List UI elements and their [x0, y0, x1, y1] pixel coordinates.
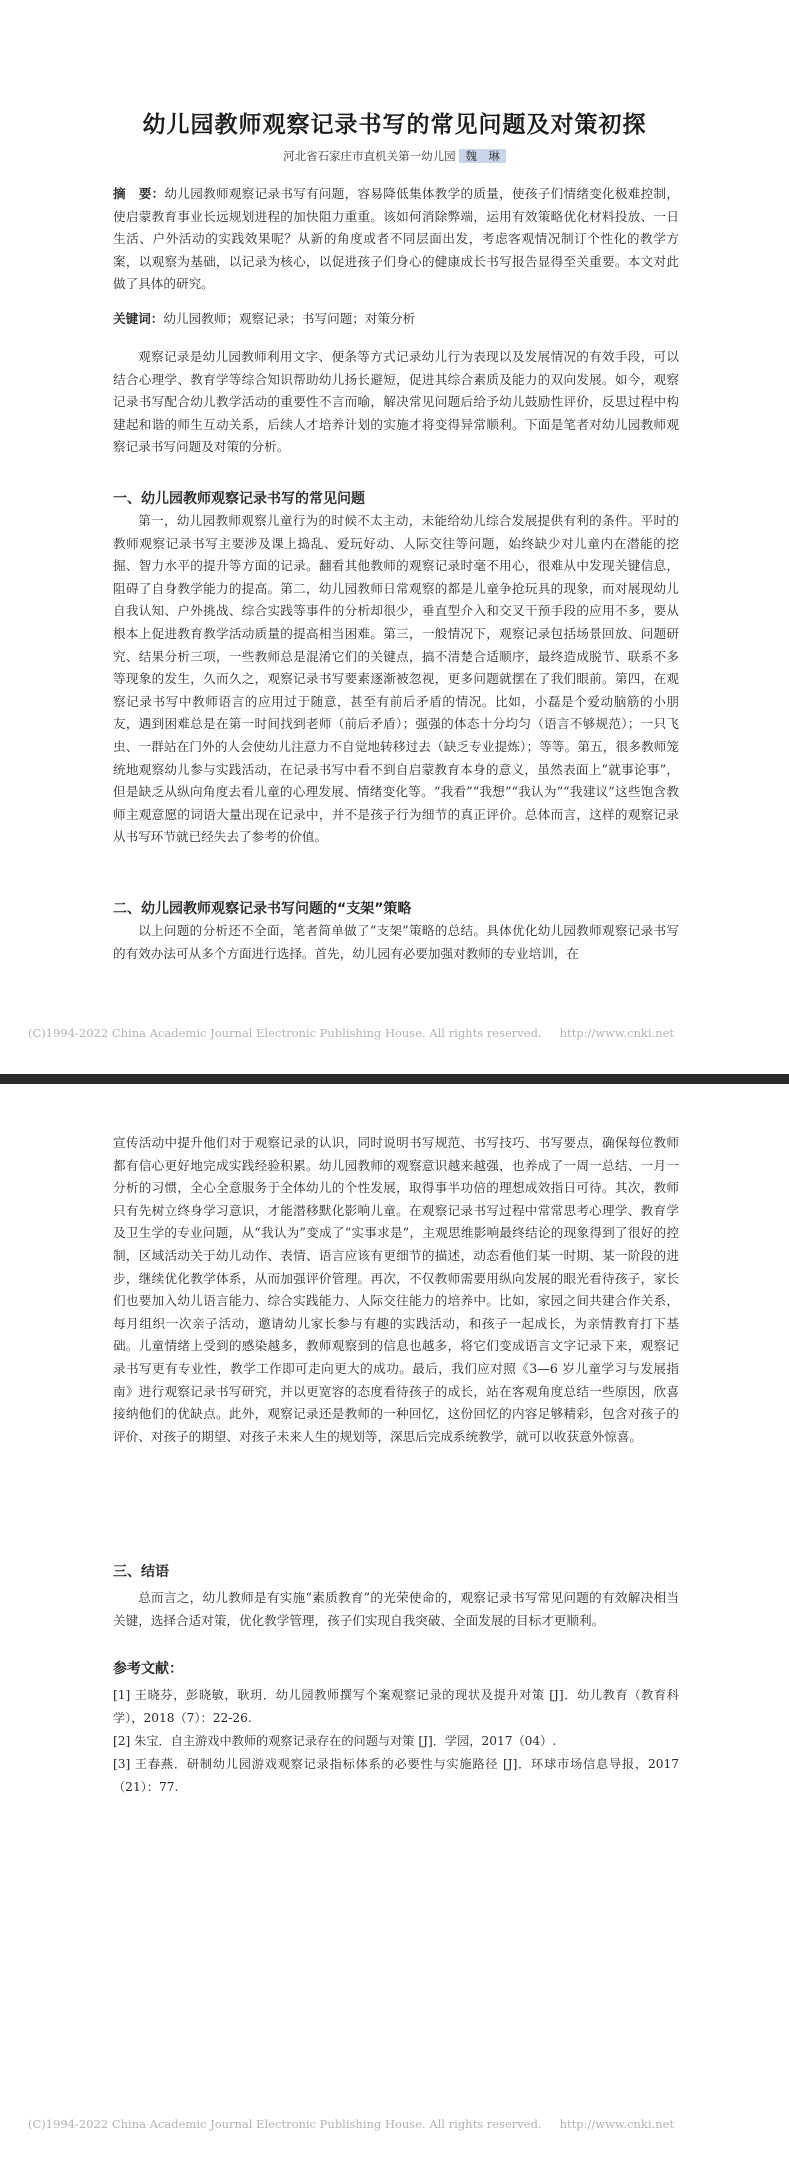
section-3-paragraph: 总而言之，幼儿教师是有实施“素质教育”的光荣使命的，观察记录书写常见问题的有效解决相当关键，选择合适对策，优化教学管理，孩子们实现自我突破、全面发展的目标才更顺利。 — [113, 1590, 679, 1628]
page-1 — [0, 0, 789, 1074]
intro-block — [113, 346, 679, 459]
section-1 — [113, 488, 679, 849]
keywords-label: 关键词： — [113, 311, 164, 326]
footer-url: http://www.cnki.net — [559, 2117, 675, 2131]
section-3 — [113, 1561, 679, 1632]
abstract — [113, 183, 679, 296]
references-block — [113, 1658, 679, 1799]
continuation-block — [113, 1132, 679, 1448]
abstract-label: 摘 要： — [113, 186, 165, 201]
author-name: 魏 琳 — [459, 149, 506, 163]
intro-paragraph: 观察记录是幼儿园教师利用文字、便条等方式记录幼儿行为表现以及发展情况的有效手段，可以结合心理学、教育学等综合知识帮助幼儿扬长避短，促进其综合素质及能力的双向发展。如今，观察记录书写配合幼儿教学活动的重要性不言而喻，解决常见问题后给予幼儿鼓励性评价，反思过程中构建起和谐的师生互动关系，后续人才培养计划的实施才将变得异常顺利。下面是笔者对幼儿园教师观察记录书写问题及对策的分析。 — [113, 349, 679, 455]
section-3-heading: 三、结语 — [113, 1564, 169, 1580]
keywords-text: 幼儿园教师；观察记录；书写问题；对策分析 — [163, 311, 416, 326]
section-2 — [113, 898, 679, 965]
section-1-paragraph: 第一，幼儿园教师观察儿童行为的时候不太主动，未能给幼儿综合发展提供有利的条件。平时的教师观察记录书写主要涉及课上捣乱、爱玩好动、人际交往等问题，始终缺少对儿童内在潜能的挖掘、智力水平的提升等方面的记录。翻看其他教师的观察记录时毫不用心，很难从中发现关键信息，阻碍了自身教学能力的提高。第二，幼儿园教师日常观察的都是儿童争抢玩具的现象，而对展现幼儿自我认知、户外挑战、综合实践等事件的分析却很少，垂直型介入和交叉干预手段的应用不多，要从根本上促进教育教学活动质量的提高相当困难。第三，一般情况下，观察记录包括场景回放、问题研究、结果分析三项，一些教师总是混淆它们的关键点，搞不清楚合适顺序，最终造成脱节、联系不多等现象的发生，久而久之，观察记录书写要素逐渐被忽视，更多问题就摆在了我们眼前。第四，在观察记录书写中教师语言的应用过于随意，甚至有前后矛盾的情况。比如，小磊是个爱动脑筋的小朋友，遇到困难总是在第一时间找到老师（前后矛盾）；强强的体态十分均匀（语言不够规范）；一只飞虫、一群站在门外的人会使幼儿注意力不自觉地转移过去（缺乏专业提炼）；等等。第五，很多教师笼统地观察幼儿参与实践活动，在记录书写中看不到自启蒙教育本身的意义，虽然表面上“就事论事”，但是缺乏从纵向角度去看儿童的心理发展、情绪变化等。“我看”“我想”“我认为”“我建议”这些饱含教师主观意愿的词语大量出现在记录中，并不是孩子行为细节的真正评价。总体而言，这样的观察记录从书写环节就已经失去了参考的价值。 — [113, 513, 679, 845]
paper-title: 幼儿园教师观察记录书写的常见问题及对策初探 — [142, 112, 647, 138]
continuation-paragraph: 宣传活动中提升他们对于观察记录的认识，同时说明书写规范、书写技巧、书写要点，确保每位教师都有信心更好地完成实践经验积累。幼儿园教师的观察意识越来越强，也养成了一周一总结、一月一分析的习惯，全心全意服务于全体幼儿的个性发展，取得事半功倍的理想成效指日可待。其次，教师只有先树立终身学习意识，才能潜移默化影响儿童。在观察记录书写过程中常常思考心理学、教育学及卫生学的专业问题，从“我认为”变成了“实事求是”，主观思维影响最终结论的现象得到了很好的控制，区域活动关于幼儿动作、表情、语言应该有更细节的描述，动态看他们某一时期、某一阶段的进步，继续优化教学体系，从而加强评价管理。再次，不仅教师需要用纵向发展的眼光看待孩子，家长们也要加入幼儿语言能力、综合实践能力、人际交往能力的培养中。比如，家园之间共建合作关系，每月组织一次亲子活动，邀请幼儿家长参与有趣的实践活动，和孩子一起成长，为亲情教育打下基础。儿童情绪上受到的感染越多，教师观察到的信息也越多，将它们变成语言文字记录下来，观察记录书写更有专业性，教学工作即可走向更大的成功。最后，我们应对照《3—6 岁儿童学习与发展指南》进行观察记录书写研究，并以更宽容的态度看待孩子的成长，站在客观角度总结一些原因，欣喜接纳他们的优缺点。此外，观察记录还是教师的一种回忆，这份回忆的内容足够精彩，包含对孩子的评价、对孩子的期望、对孩子未来人生的规划等，深思后完成系统教学，就可以收获意外惊喜。 — [113, 1135, 679, 1444]
footer-page-2 — [28, 2117, 674, 2131]
affiliation: 河北省石家庄市直机关第一幼儿园 — [283, 149, 456, 163]
keywords — [113, 308, 679, 331]
keywords-block — [113, 308, 679, 331]
page-separator — [0, 1074, 789, 1084]
reference-item: [1] 王晓芬，彭晓敏，耿玥．幼儿园教师撰写个案观察记录的现状及提升对策 [J]．幼儿教育（教育科学），2018（7）：22-26. — [113, 1688, 679, 1725]
footer-page-1 — [28, 1026, 674, 1040]
footer-url: http://www.cnki.net — [559, 1026, 675, 1040]
footer-copyright: (C)1994-2022 China Academic Journal Electronic Publishing House. All rights reserved. — [28, 2117, 542, 2131]
references-list — [113, 1684, 679, 1799]
section-2-heading: 二、幼儿园教师观察记录书写问题的“支架”策略 — [113, 901, 412, 917]
abstract-block — [113, 183, 679, 296]
abstract-text: 幼儿园教师观察记录书写有问题，容易降低集体教学的质量，使孩子们情绪变化极难控制，使启蒙教育事业长远规划进程的加快阻力重重。该如何消除弊端，运用有效策略优化材料投放、一日生活、户外活动的实践效果呢？从新的角度或者不同层面出发，考虑客观情况制订个性化的教学方案，以观察为基础，以记录为核心，以促进孩子们身心的健康成长书写报告显得至关重要。本文对此做了具体的研究。 — [113, 186, 680, 292]
reference-item: [2] 朱宝．自主游戏中教师的观察记录存在的问题与对策 [J]．学园，2017（04）. — [113, 1734, 557, 1748]
page-2 — [0, 1084, 789, 2161]
reference-item: [3] 王春燕．研制幼儿园游戏观察记录指标体系的必要性与实施路径 [J]．环球市场信息导报，2017（21）：77. — [113, 1757, 679, 1794]
author-line — [0, 148, 789, 164]
footer-copyright: (C)1994-2022 China Academic Journal Electronic Publishing House. All rights reserved. — [28, 1026, 542, 1040]
section-1-heading: 一、幼儿园教师观察记录书写的常见问题 — [113, 491, 365, 507]
section-2-paragraph: 以上问题的分析还不全面，笔者简单做了“支架”策略的总结。具体优化幼儿园教师观察记录书写的有效办法可从多个方面进行选择。首先，幼儿园有必要加强对教师的专业培训，在 — [113, 923, 679, 961]
references-heading: 参考文献： — [113, 1661, 183, 1677]
